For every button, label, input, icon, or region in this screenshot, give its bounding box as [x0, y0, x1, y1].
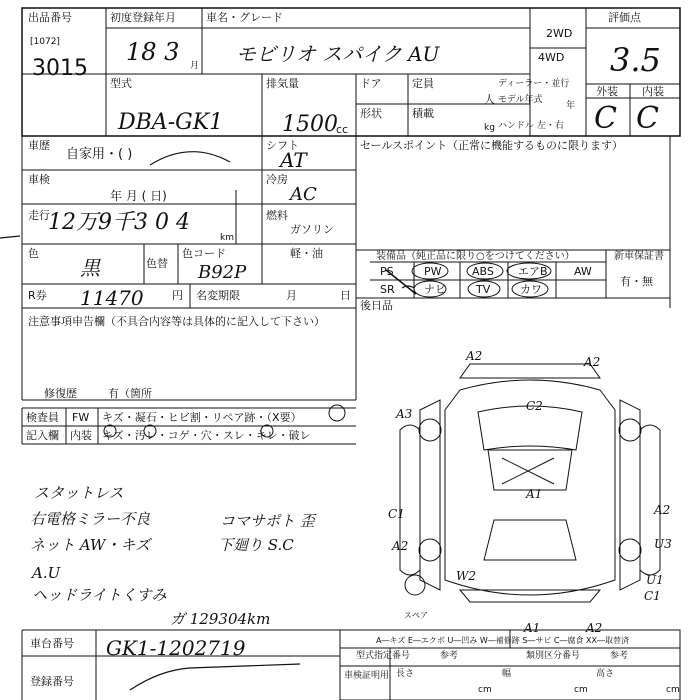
capacity-label: 定員: [412, 77, 434, 90]
note-line-4: A.U: [32, 564, 61, 582]
score-value: 3.5: [610, 41, 661, 79]
fuel-label: 燃料: [266, 209, 288, 222]
cm-1: cm: [478, 685, 492, 695]
equipment-label: 装備品（純正品に限り○をつけてください）: [376, 251, 575, 262]
lot-label: 出品番号: [28, 11, 72, 24]
equip-sr: SR: [380, 283, 395, 296]
dmg-a2-rear: A2: [586, 621, 603, 635]
dmg-a1-roof: A1: [526, 487, 543, 501]
warranty-value: 有・無: [620, 275, 653, 288]
dmg-c2: C2: [526, 399, 543, 413]
notes-label: 注意事項申告欄（不具合内容等は具体的に記入して下さい）: [28, 315, 325, 328]
note-line-5: ヘッドライトくすみ: [32, 586, 167, 604]
fw-items: キズ・凝石・ヒビ割・リペア跡・（X要）: [102, 411, 302, 424]
ac-value: AC: [290, 184, 317, 205]
name-change-day: 日: [340, 289, 351, 302]
recycle-label: R券: [28, 289, 47, 302]
dmg-a1-rear: A1: [524, 621, 541, 635]
color-change-label: 色替: [146, 257, 168, 270]
shape-label: 形状: [360, 107, 382, 120]
interior-items: キズ・汚レ・コゲ・穴・スレ・キレ・破レ: [102, 429, 311, 442]
ext-value: C: [594, 101, 617, 136]
mileage-label: 走行: [28, 209, 50, 222]
spare-label: スペア: [404, 611, 428, 620]
equip-leather: カワ: [520, 283, 542, 296]
color-code-label: 色コード: [182, 247, 226, 260]
equip-airbag: エアB: [518, 265, 548, 278]
odo-note: ガ 129304km: [170, 610, 271, 628]
ac-label: 冷房: [266, 173, 288, 186]
selling-label: セールスポイント（正常に機能するものに限ります）: [360, 139, 624, 152]
fuel-options: 軽・油: [290, 247, 323, 260]
inspection-value: 年 月 ( 日): [110, 189, 167, 203]
door-label: ドア: [360, 77, 382, 90]
height-label: 高さ: [596, 669, 615, 679]
color-label: 色: [28, 247, 39, 260]
handle-label: ハンドル 左・右: [498, 121, 564, 131]
chassis-label: 車台番号: [30, 637, 74, 650]
dmg-a2-front-right: A2: [584, 355, 601, 369]
displacement-value: 1500: [282, 112, 338, 137]
recycle-unit: 円: [172, 289, 183, 302]
int-value: C: [636, 101, 659, 136]
color-code-value: B92P: [198, 262, 247, 283]
reg-label: 登録番号: [30, 675, 74, 688]
length-label: 長さ: [396, 669, 415, 679]
ext-label: 外装: [596, 85, 618, 98]
year-suffix: 年: [566, 101, 576, 111]
load-label: 積載: [412, 107, 434, 120]
note-right-2: 下廻り S.C: [218, 536, 294, 554]
month-suffix: 月: [190, 61, 200, 71]
lot-sub: [1072]: [30, 37, 60, 47]
displacement-label: 排気量: [266, 77, 299, 90]
dmg-a3: A3: [396, 407, 413, 421]
type-value: DBA-GK1: [118, 110, 224, 135]
first-reg-value: 18 3: [126, 38, 180, 66]
recycle-value: 11470: [80, 286, 144, 310]
note-line-3: ネット AW・キズ: [30, 536, 151, 554]
name-change-month: 月: [286, 289, 297, 302]
score-label: 評価点: [608, 11, 641, 24]
equip-pw: PW: [424, 265, 442, 278]
fuel-value: ガソリン: [290, 223, 334, 236]
ref-label-2: 参考: [610, 651, 629, 661]
cm-3: cm: [666, 685, 680, 695]
model-grade-value: モビリオ スパイク AU: [236, 42, 440, 66]
type-label: 型式: [110, 77, 132, 90]
cert-label: 型式指定番号: [356, 651, 411, 661]
dmg-w2: W2: [456, 569, 476, 583]
interior-label: 内装: [70, 429, 92, 442]
rear-seat-label: 後日品: [360, 299, 393, 312]
history-label: 車歴: [28, 139, 50, 152]
drive-2wd: 2WD: [546, 27, 573, 40]
note-line-2: 右電格ミラー不良: [30, 510, 151, 528]
int-label: 内装: [642, 85, 664, 98]
capacity-unit: 人: [484, 93, 495, 106]
dealer-label: ディーラー・並行: [498, 79, 570, 89]
note-line-1: スタットレス: [34, 484, 124, 502]
dmg-u1: U1: [646, 573, 664, 587]
dmg-a2-right: A2: [654, 503, 671, 517]
dmg-u3: U3: [654, 537, 672, 551]
dmg-c1-right: C1: [644, 589, 661, 603]
equip-ps: PS: [380, 265, 394, 278]
width-label: 幅: [502, 669, 512, 679]
shift-label: シフト: [266, 139, 299, 152]
mileage-value: 12万9千3 0 4: [48, 210, 190, 235]
shift-value: AT: [280, 148, 307, 172]
reg-cert-label: 車検証明用: [344, 671, 390, 681]
dmg-a2-left: A2: [392, 539, 409, 553]
chassis-value: GK1-1202719: [106, 636, 246, 660]
repair-label: 修復歴: [44, 387, 77, 400]
new-warranty-label: 新車保証書: [614, 251, 664, 262]
displacement-unit: cc: [336, 123, 349, 136]
color-value: 黒: [80, 256, 100, 280]
lot-number: 3015: [32, 56, 88, 81]
model-grade-label: 車名・グレード: [206, 11, 283, 24]
equip-abs: ABS: [472, 265, 494, 278]
drive-4wd: 4WD: [538, 51, 565, 64]
equip-tv: TV: [476, 283, 491, 296]
name-change-label: 名変期限: [196, 289, 240, 302]
inspector-label: 検査員: [26, 411, 59, 424]
dmg-c1-left: C1: [388, 507, 405, 521]
mileage-unit: km: [220, 233, 234, 243]
model-year-label: モデル年式: [498, 95, 543, 105]
cm-2: cm: [574, 685, 588, 695]
dmg-a2-front-left: A2: [466, 349, 483, 363]
fw-label: FW: [72, 411, 90, 424]
load-unit: kg: [484, 123, 495, 133]
first-reg-label: 初度登録年月: [110, 11, 176, 24]
ref-label-1: 参考: [440, 651, 459, 661]
equip-aw: AW: [574, 265, 592, 278]
entry-label: 記入欄: [26, 429, 59, 442]
equip-navi: ナビ: [424, 283, 446, 296]
damage-legend: A―キズ E―エクボ U―凹み W―補修跡 S―サビ C―腐食 XX―取替済: [376, 636, 630, 645]
class-label: 類別区分番号: [526, 651, 581, 661]
inspection-label: 車検: [28, 173, 50, 186]
history-value: 自家用・( ): [66, 147, 133, 162]
repair-value: 有（箇所: [108, 387, 152, 400]
note-right-1: コマサポト 歪: [220, 512, 315, 530]
